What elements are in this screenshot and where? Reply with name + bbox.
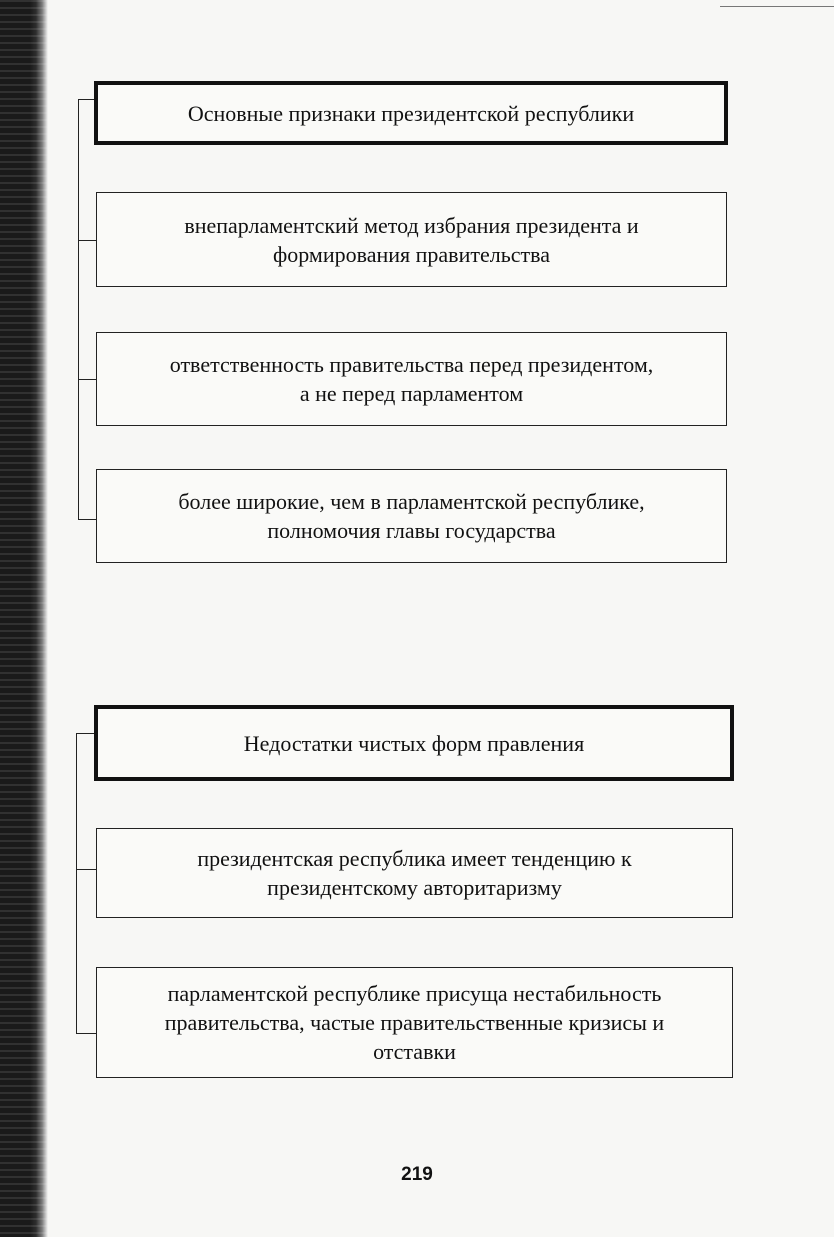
section-1-item-box bbox=[96, 469, 727, 563]
section-1-item-box bbox=[96, 332, 727, 426]
section-2-item-1: президентская республика имеет тенденцию к президентскому авторитаризму bbox=[197, 846, 632, 900]
section-2-item-box bbox=[96, 967, 733, 1078]
section-2-title: Недостатки чистых форм правления bbox=[243, 730, 585, 756]
section-1-item-1: внепарламентский метод избрания президента и формирования правительства bbox=[184, 212, 639, 267]
section-1-connector bbox=[78, 519, 96, 520]
section-2-bracket bbox=[76, 733, 77, 1033]
section-1-title: Основные признаки президентской республики bbox=[187, 100, 635, 126]
page-number: 219 bbox=[401, 1164, 433, 1185]
section-1-connector bbox=[78, 240, 96, 241]
section-1-connector bbox=[78, 379, 96, 380]
page-binding-edge bbox=[0, 0, 48, 1237]
section-1-title-box bbox=[94, 81, 728, 145]
section-2-connector bbox=[76, 733, 96, 734]
section-1-bracket bbox=[78, 99, 79, 519]
section-2-title-box bbox=[94, 705, 734, 781]
section-2-item-2: парламентской республике присуща нестабильность правительства, частые правительственные кризисы и отставки bbox=[164, 981, 665, 1064]
section-2-connector bbox=[76, 869, 96, 870]
section-2-connector bbox=[76, 1033, 96, 1034]
section-1-item-3: более широкие, чем в парламентской республике, полномочия главы государства bbox=[178, 489, 645, 543]
section-1-item-box bbox=[96, 192, 727, 287]
section-1-item-2: ответственность правительства перед президентом, а не перед парламентом bbox=[169, 352, 654, 406]
top-rule bbox=[720, 6, 834, 7]
section-2-item-box bbox=[96, 828, 733, 918]
